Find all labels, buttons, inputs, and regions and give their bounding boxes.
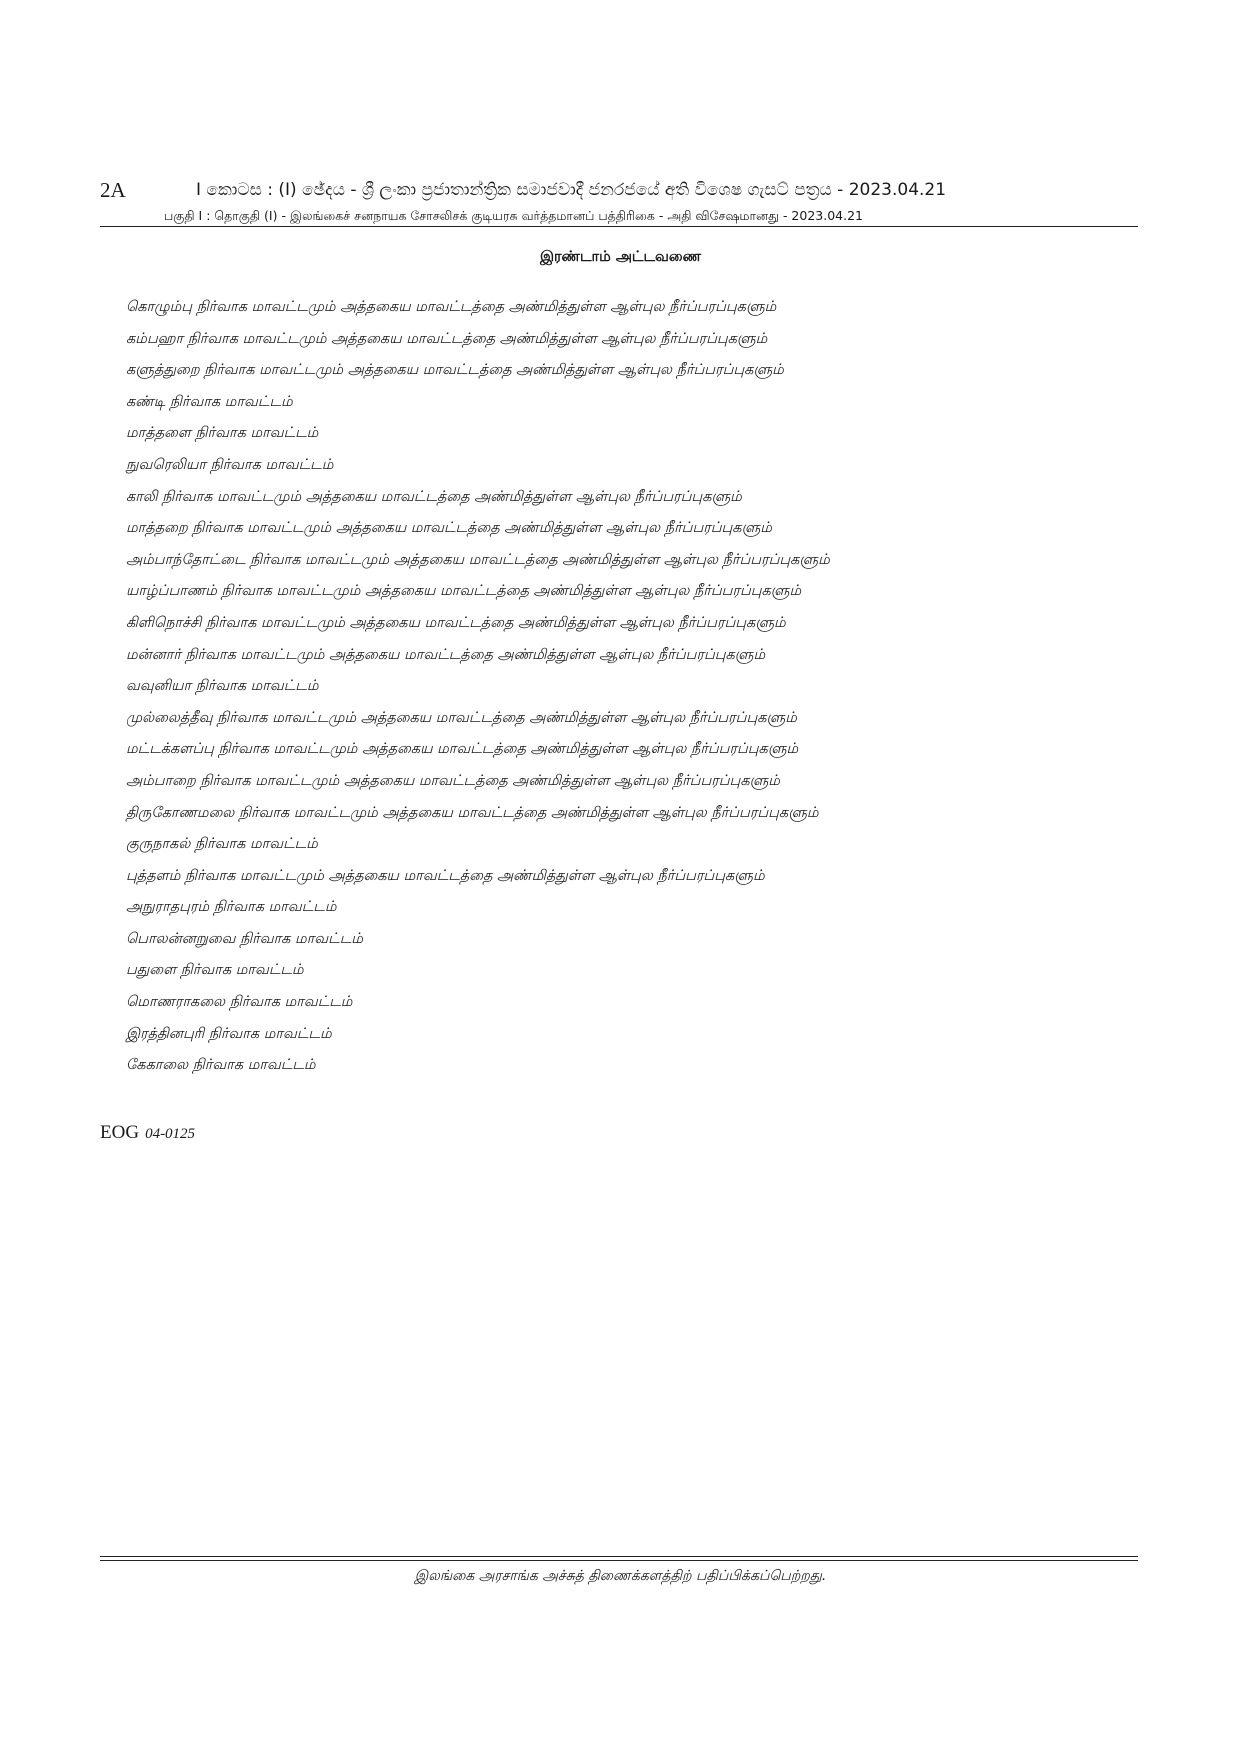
- page-number: 2A: [100, 178, 126, 202]
- list-item: மாத்தளை நிர்வாக மாவட்டம்: [126, 425, 319, 442]
- district-list: [126, 297, 830, 1087]
- list-item: அம்பாந்தோட்டை நிர்வாக மாவட்டமும் அத்தகைய மாவட்டத்தை அண்மித்துள்ள ஆள்புல நீர்ப்பரப்புகளும்: [126, 551, 830, 568]
- list-item: கொழும்பு நிர்வாக மாவட்டமும் அத்தகைய மாவட்டத்தை அண்மித்துள்ள ஆள்புல நீர்ப்பரப்புகளும்: [126, 299, 777, 315]
- schedule-title: இரண்டாம் அட்டவணை: [539, 249, 702, 265]
- list-item: திருகோணமலை நிர்வாக மாவட்டமும் அத்தகைய மாவட்டத்தை அண்மித்துள்ள ஆள்புல நீர்ப்பரப்புகளும்: [126, 804, 819, 821]
- reference-number: 04-0125: [145, 1126, 196, 1142]
- list-item: அம்பாறை நிர்வாக மாவட்டமும் அத்தகைய மாவட்டத்தை அண்மித்துள்ள ஆள்புல நீர்ப்பரப்புகளும்: [126, 772, 780, 789]
- list-item: பதுளை நிர்வாக மாவட்டம்: [126, 962, 304, 979]
- list-item: கிளிநொச்சி நிர்வாக மாவட்டமும் அத்தகைய மாவட்டத்தை அண்மித்துள்ள ஆள்புல நீர்ப்பரப்புகளும்: [126, 614, 786, 631]
- list-item: பொலன்னறுவை நிர்வாக மாவட்டம்: [126, 930, 363, 947]
- header-tamil-title: பகுதி I : தொகுதி (I) - இலங்கைச் சனநாயக சோசலிசக் குடியரசு வர்த்தமானப் பத்திரிகை - அதி விசேஷமானது - 2023.04.21: [164, 208, 864, 223]
- list-item: நுவரெலியா நிர்வாக மாவட்டம்: [126, 456, 334, 473]
- list-item: முல்லைத்தீவு நிர்வாக மாவட்டமும் அத்தகைய மாவட்டத்தை அண்மித்துள்ள ஆள்புல நீர்ப்பரப்புகளும்: [126, 709, 797, 726]
- list-item: களுத்துறை நிர்வாக மாவட்டமும் அத்தகைய மாவட்டத்தை அண்மித்துள்ள ஆள்புல நீர்ப்பரப்புகளும்: [126, 362, 784, 379]
- footer-printer-note: இலங்கை அரசாங்க அச்சுத் திணைக்களத்திற் பதிப்பிக்கப்பெற்றது.: [414, 1568, 827, 1584]
- footer-divider: [100, 1556, 1138, 1561]
- list-item: மொணராகலை நிர்வாக மாவட்டம்: [126, 994, 353, 1011]
- reference-prefix: EOG: [100, 1122, 140, 1143]
- reference-code: [100, 1122, 195, 1144]
- list-item: இரத்தினபுரி நிர்வாக மாவட்டம்: [126, 1025, 332, 1042]
- list-item: யாழ்ப்பாணம் நிர்வாக மாவட்டமும் அத்தகைய மாவட்டத்தை அண்மித்துள்ள ஆள்புல நீர்ப்பரப்புகளும்: [126, 583, 802, 600]
- header-sinhala-title: I කොටස : (I) ඡේදය - ශ්‍රී ලංකා ප්‍රජාතාන්ත්‍රික සමාජවාදී ජනරජයේ අති විශෙෂ ගැසට් පත්‍රය - 2023.04.21: [196, 180, 947, 200]
- header-divider: [100, 226, 1138, 227]
- list-item: குருநாகல் நிர்வாக மாவட்டம்: [126, 836, 318, 853]
- list-item: வவுனியா நிர்வாக மாவட்டம்: [126, 678, 319, 695]
- list-item: புத்தளம் நிர்வாக மாவட்டமும் அத்தகைய மாவட்டத்தை அண்மித்துள்ள ஆள்புல நீர்ப்பரப்புகளும்: [126, 867, 765, 884]
- list-item: கம்பஹா நிர்வாக மாவட்டமும் அத்தகைய மாவட்டத்தை அண்மித்துள்ள ஆள்புல நீர்ப்பரப்புகளும்: [126, 330, 768, 347]
- list-item: கேகாலை நிர்வாக மாவட்டம்: [126, 1057, 316, 1074]
- list-item: அநுராதபுரம் நிர்வாக மாவட்டம்: [126, 899, 337, 916]
- list-item: கண்டி நிர்வாக மாவட்டம்: [126, 393, 293, 410]
- list-item: மன்னார் நிர்வாக மாவட்டமும் அத்தகைய மாவட்டத்தை அண்மித்துள்ள ஆள்புல நீர்ப்பரப்புகளும்: [126, 646, 766, 663]
- list-item: மாத்தறை நிர்வாக மாவட்டமும் அத்தகைய மாவட்டத்தை அண்மித்துள்ள ஆள்புல நீர்ப்பரப்புகளும்: [126, 520, 772, 537]
- list-item: காலி நிர்வாக மாவட்டமும் அத்தகைய மாவட்டத்தை அண்மித்துள்ள ஆள்புல நீர்ப்பரப்புகளும்: [126, 488, 742, 505]
- list-item: மட்டக்களப்பு நிர்வாக மாவட்டமும் அத்தகைய மாவட்டத்தை அண்மித்துள்ள ஆள்புல நீர்ப்பரப்புகளும்: [126, 741, 799, 758]
